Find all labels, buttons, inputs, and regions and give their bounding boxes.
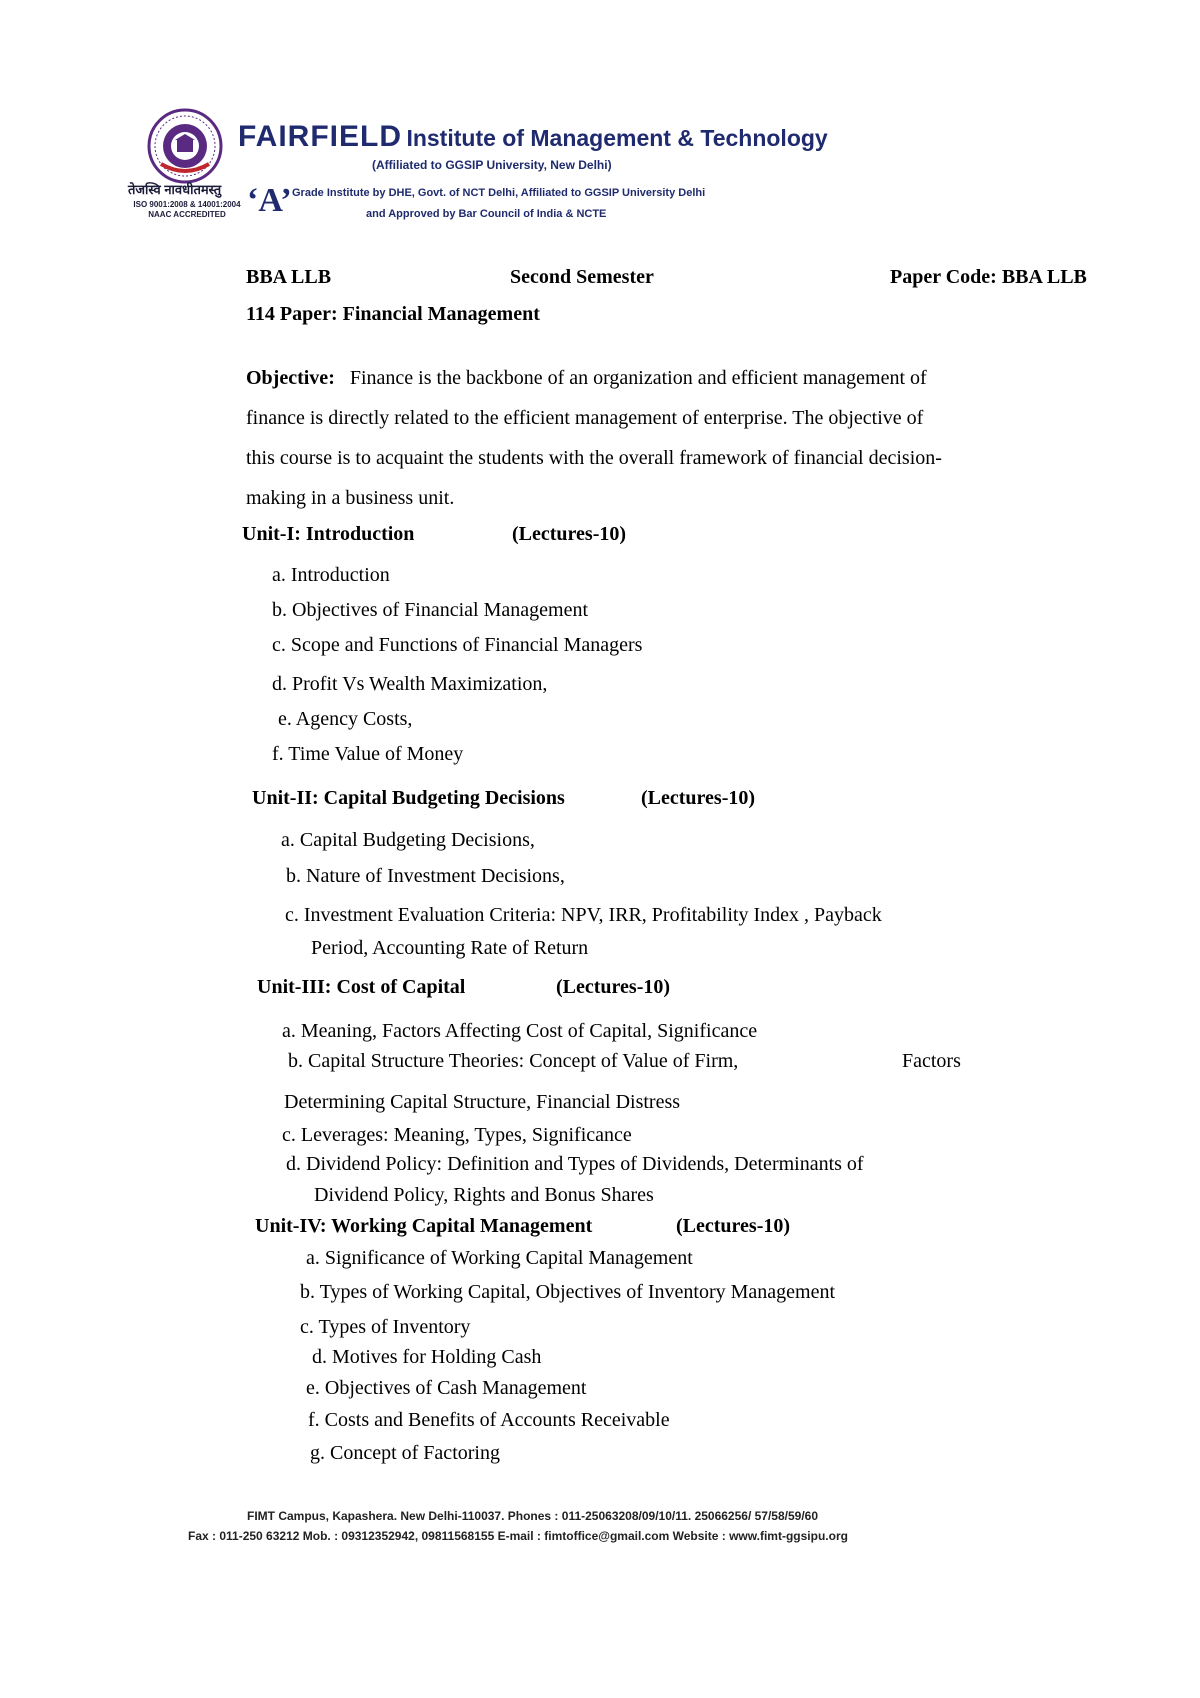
- list-item: b. Nature of Investment Decisions,: [286, 865, 565, 887]
- list-item: a. Introduction: [272, 564, 390, 586]
- naac-accreditation: NAAC ACCREDITED: [148, 210, 226, 219]
- list-item: b. Capital Structure Theories: Concept of Value of Firm,: [288, 1050, 739, 1072]
- list-item: f. Costs and Benefits of Accounts Receivable: [308, 1409, 670, 1431]
- list-item: d. Motives for Holding Cash: [312, 1346, 542, 1368]
- unit-4-lectures: (Lectures-10): [676, 1215, 791, 1237]
- approval-line: and Approved by Bar Council of India & NCTE: [366, 208, 607, 220]
- paper-code: Paper Code: BBA LLB: [890, 266, 1087, 288]
- unit-2-title: Unit-II: Capital Budgeting Decisions: [252, 787, 565, 809]
- objective-text-1: Finance is the backbone of an organization and efficient management of: [349, 367, 927, 389]
- brand-name: FAIRFIELD: [238, 120, 402, 153]
- list-item: b. Objectives of Financial Management: [272, 599, 589, 621]
- semester-label: Second Semester: [510, 266, 654, 288]
- grade-letter: ‘A’: [247, 182, 292, 219]
- accreditation-block: [132, 200, 242, 220]
- list-item: c. Leverages: Meaning, Types, Significance: [282, 1124, 632, 1146]
- list-item: b. Types of Working Capital, Objectives of Inventory Management: [300, 1281, 836, 1303]
- paper-title: 114 Paper: Financial Management: [246, 303, 540, 325]
- iso-certification: ISO 9001:2008 & 14001:2004: [133, 200, 241, 209]
- list-item-continuation: Dividend Policy, Rights and Bonus Shares: [314, 1184, 654, 1206]
- institute-logo: [147, 108, 223, 184]
- grade-description: Grade Institute by DHE, Govt. of NCT Delhi, Affiliated to GGSIP University Delhi: [292, 187, 706, 199]
- unit-1-lectures: (Lectures-10): [512, 523, 627, 545]
- objective-line-1: [246, 367, 927, 390]
- affiliation-line: (Affiliated to GGSIP University, New Delhi): [372, 158, 612, 172]
- list-item: a. Significance of Working Capital Management: [306, 1247, 693, 1269]
- institute-motto: तेजस्वि नावधीतमस्तु: [128, 182, 222, 197]
- list-item: e. Objectives of Cash Management: [306, 1377, 587, 1399]
- unit-1-title: Unit-I: Introduction: [242, 523, 415, 545]
- list-item: c. Scope and Functions of Financial Managers: [272, 634, 643, 656]
- footer-contact: Fax : 011-250 63212 Mob. : 09312352942, 09811568155 E-mail : fimtoffice@gmail.com Website : www.fimt-ggsipu.org: [188, 1529, 848, 1543]
- objective-label: Objective:: [246, 367, 335, 389]
- list-item: d. Profit Vs Wealth Maximization,: [272, 673, 548, 695]
- institute-name: [238, 120, 828, 154]
- objective-line-3: this course is to acquaint the students with the overall framework of financial decision-: [246, 447, 942, 469]
- unit-3-lectures: (Lectures-10): [556, 976, 671, 998]
- list-item: g. Concept of Factoring: [310, 1442, 500, 1464]
- list-item-continuation: Period, Accounting Rate of Return: [311, 937, 589, 959]
- list-item-tail: Factors: [902, 1050, 961, 1072]
- list-item: c. Investment Evaluation Criteria: NPV, IRR, Profitability Index , Payback: [285, 904, 882, 926]
- list-item: c. Types of Inventory: [300, 1316, 471, 1338]
- footer-address: FIMT Campus, Kapashera. New Delhi-110037. Phones : 011-25063208/09/10/11. 25066256/ 57/58/59/60: [247, 1509, 819, 1523]
- list-item: a. Meaning, Factors Affecting Cost of Capital, Significance: [282, 1020, 758, 1042]
- unit-4-title: Unit-IV: Working Capital Management: [255, 1215, 593, 1237]
- list-item: a. Capital Budgeting Decisions,: [281, 829, 535, 851]
- program-name: BBA LLB: [246, 266, 332, 288]
- institute-title: Institute of Management & Technology: [406, 125, 828, 151]
- list-item: e. Agency Costs,: [278, 708, 413, 730]
- list-item-continuation: Determining Capital Structure, Financial Distress: [284, 1091, 681, 1113]
- unit-2-lectures: (Lectures-10): [641, 787, 756, 809]
- unit-3-title: Unit-III: Cost of Capital: [257, 976, 466, 998]
- objective-line-4: making in a business unit.: [246, 487, 455, 509]
- list-item: d. Dividend Policy: Definition and Types of Dividends, Determinants of: [286, 1153, 864, 1175]
- objective-line-2: finance is directly related to the efficient management of enterprise. The objective of: [246, 407, 924, 429]
- list-item: f. Time Value of Money: [272, 743, 464, 765]
